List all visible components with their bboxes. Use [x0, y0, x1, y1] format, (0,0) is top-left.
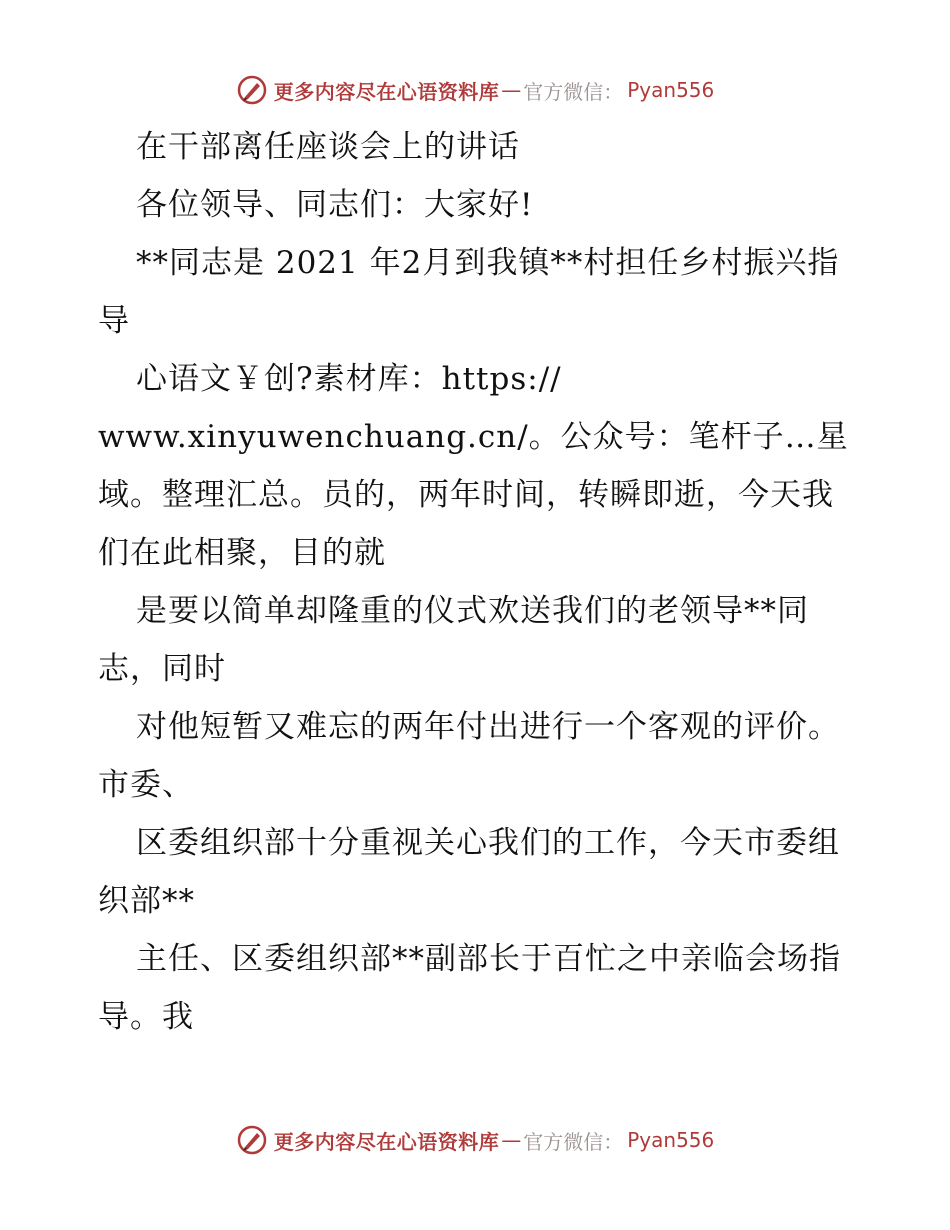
- banner-brand: 更多内容尽在心语资料库: [273, 1129, 500, 1154]
- header-watermark: [0, 70, 950, 110]
- document-body: [98, 118, 858, 1046]
- pen-circle-logo-icon: [236, 1124, 268, 1156]
- paragraph: www.xinyuwenchuang.cn/。公众号：笔杆子…星域。整理汇总。员的，两年时间，转瞬即逝，今天我们在此相聚，目的就: [98, 419, 849, 571]
- banner-official-label: 官方微信：: [523, 1129, 624, 1154]
- footer-watermark: [0, 1120, 950, 1160]
- paragraph: **同志是 2021 年2月到我镇**村担任乡村振兴指导: [98, 245, 840, 339]
- banner-separator: —: [501, 78, 522, 102]
- pen-circle-logo-icon: [236, 74, 268, 106]
- banner-wechat-id: Pyan556: [627, 78, 715, 102]
- paragraph-greeting: 各位领导、同志们：大家好!: [136, 187, 534, 223]
- banner-brand: 更多内容尽在心语资料库: [273, 79, 500, 104]
- banner-wechat-id: Pyan556: [627, 1128, 715, 1152]
- paragraph-source-notice: 心语文￥创?素材库：https://: [136, 361, 562, 397]
- document-title: 在干部离任座谈会上的讲话: [136, 129, 520, 165]
- banner-official-label: 官方微信：: [523, 79, 624, 104]
- paragraph: 对他短暂又难忘的两年付出进行一个客观的评价。市委、: [98, 709, 840, 803]
- paragraph: 是要以简单却隆重的仪式欢送我们的老领导**同志，同时: [98, 593, 809, 687]
- paragraph: 区委组织部十分重视关心我们的工作，今天市委组织部**: [98, 825, 840, 919]
- banner-separator: —: [501, 1128, 522, 1152]
- paragraph: 主任、区委组织部**副部长于百忙之中亲临会场指导。我: [98, 941, 841, 1035]
